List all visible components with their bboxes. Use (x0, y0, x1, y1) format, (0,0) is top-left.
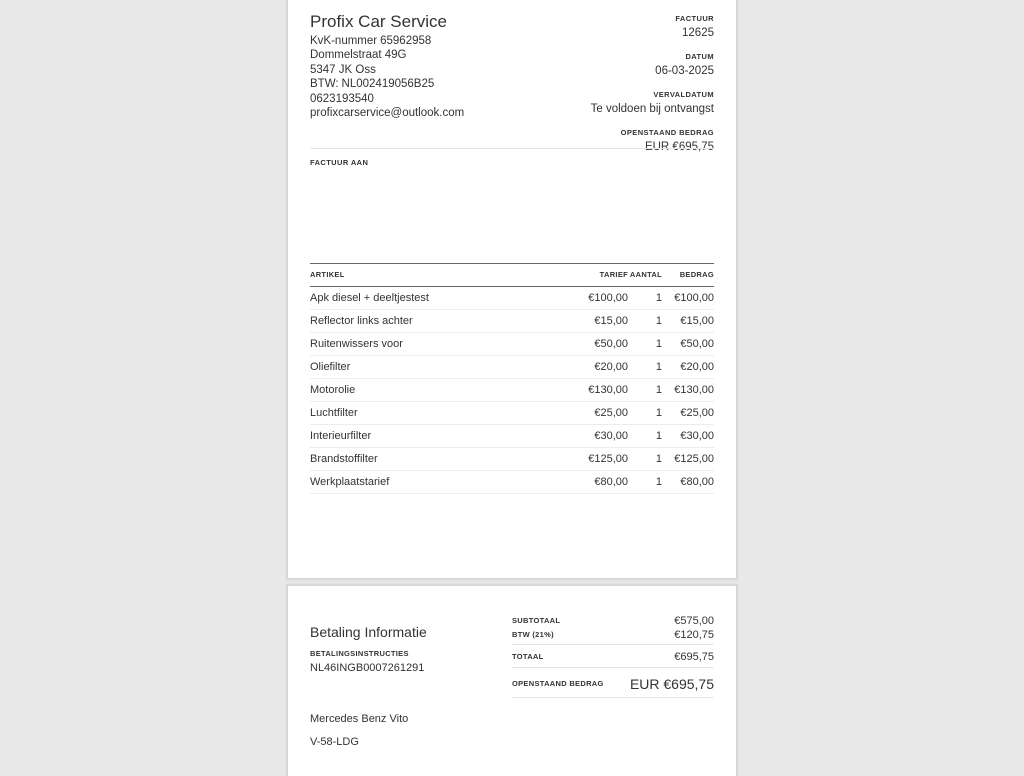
header-price: TARIEF (599, 270, 628, 279)
open-amount: EUR €695,75 (644, 141, 714, 153)
table-row (310, 448, 714, 471)
item-price: €125,00 (588, 453, 628, 465)
table-row (310, 471, 714, 494)
table-row (310, 333, 714, 356)
invoice-number: 12625 (682, 27, 714, 39)
item-price: €50,00 (594, 338, 628, 350)
item-name: Luchtfilter (310, 407, 358, 419)
item-qty: 1 (655, 292, 662, 304)
invoice-number-label: FACTUUR (675, 14, 714, 23)
vehicle-model: Mercedes Benz Vito (310, 713, 409, 725)
item-amount: €50,00 (680, 338, 714, 350)
item-amount: €125,00 (674, 453, 714, 465)
kvk-value: 65962958 (380, 35, 432, 47)
item-amount: €80,00 (680, 476, 714, 488)
payment-info-title: Betaling Informatie (310, 624, 427, 640)
item-qty: 1 (655, 407, 662, 419)
totals-divider (512, 644, 714, 645)
table-row (310, 356, 714, 379)
item-amount: €130,00 (674, 384, 714, 396)
totals-divider (512, 667, 714, 668)
table-row (310, 402, 714, 425)
item-name: Reflector links achter (310, 315, 413, 327)
table-row (310, 287, 714, 310)
subtotal-label: SUBTOTAAL (512, 616, 561, 625)
due-date: Te voldoen bij ontvangst (590, 103, 714, 115)
item-amount: €100,00 (674, 292, 714, 304)
kvk-label: KvK-nummer (310, 35, 378, 47)
subtotal-row (512, 614, 714, 628)
vat-total-label: BTW (21%) (512, 630, 554, 639)
total-label: TOTAAL (512, 652, 544, 661)
totals-block (512, 610, 714, 698)
vat-total-value: €120,75 (674, 629, 714, 641)
item-qty: 1 (655, 361, 662, 373)
item-name: Werkplaatstarief (310, 476, 390, 488)
item-qty: 1 (655, 476, 662, 488)
open-amount-total-label: OPENSTAAND BEDRAG (512, 679, 604, 688)
item-name: Oliefilter (310, 361, 351, 373)
iban: NL46INGB0007261291 (310, 662, 425, 674)
subtotal-value: €575,00 (674, 615, 714, 627)
table-row (310, 425, 714, 448)
vat-value: NL002419056B25 (341, 78, 435, 91)
total-value: €695,75 (674, 651, 714, 663)
item-amount: €20,00 (680, 361, 714, 373)
divider (310, 148, 714, 149)
total-row (512, 650, 714, 664)
item-price: €30,00 (594, 430, 628, 442)
company-name: Profix Car Service (310, 12, 447, 31)
table-row (310, 379, 714, 402)
open-amount-label: OPENSTAAND BEDRAG (620, 128, 714, 137)
invoice-page-1 (288, 0, 736, 578)
totals-divider (512, 697, 714, 698)
table-header (310, 263, 714, 287)
item-amount: €15,00 (680, 315, 714, 327)
bill-to-label: FACTUUR AAN (310, 158, 369, 167)
item-name: Brandstoffilter (310, 453, 378, 465)
header-qty: AANTAL (629, 270, 662, 279)
company-details (310, 34, 464, 120)
vat-label: BTW: (310, 78, 339, 91)
kvk-line (310, 34, 464, 48)
invoice-meta (514, 14, 714, 166)
item-name: Motorolie (310, 384, 356, 396)
item-amount: €25,00 (680, 407, 714, 419)
invoice-date-label: DATUM (685, 52, 714, 61)
item-price: €100,00 (588, 292, 628, 304)
vat-row (512, 628, 714, 642)
item-price: €25,00 (594, 407, 628, 419)
item-qty: 1 (655, 384, 662, 396)
open-amount-total-value: EUR €695,75 (629, 676, 714, 692)
item-amount: €30,00 (680, 430, 714, 442)
due-date-label: VERVALDATUM (653, 90, 714, 99)
item-price: €20,00 (594, 361, 628, 373)
item-name: Ruitenwissers voor (310, 338, 403, 350)
header-amount: BEDRAG (679, 270, 714, 279)
item-qty: 1 (655, 453, 662, 465)
table-row (310, 310, 714, 333)
header-item: ARTIKEL (310, 270, 345, 279)
item-name: Interieurfilter (310, 430, 372, 442)
item-price: €80,00 (594, 476, 628, 488)
item-qty: 1 (655, 338, 662, 350)
line-items-table (310, 263, 714, 494)
invoice-page-2 (288, 586, 736, 776)
vat-line (310, 77, 464, 91)
item-price: €130,00 (588, 384, 628, 396)
item-qty: 1 (655, 430, 662, 442)
item-name: Apk diesel + deeltjestest (310, 292, 429, 304)
item-price: €15,00 (594, 315, 628, 327)
open-amount-row (512, 674, 714, 694)
payment-instructions-label: BETALINGSINSTRUCTIES (310, 649, 409, 658)
item-qty: 1 (655, 315, 662, 327)
invoice-date: 06-03-2025 (655, 65, 714, 77)
license-plate: V-58-LDG (310, 736, 359, 748)
company-street: Dommelstraat 49G (310, 49, 407, 62)
company-city: 5347 JK Oss (310, 63, 376, 76)
company-phone: 0623193540 (310, 92, 374, 105)
company-email: profixcarservice@outlook.com (310, 107, 465, 120)
